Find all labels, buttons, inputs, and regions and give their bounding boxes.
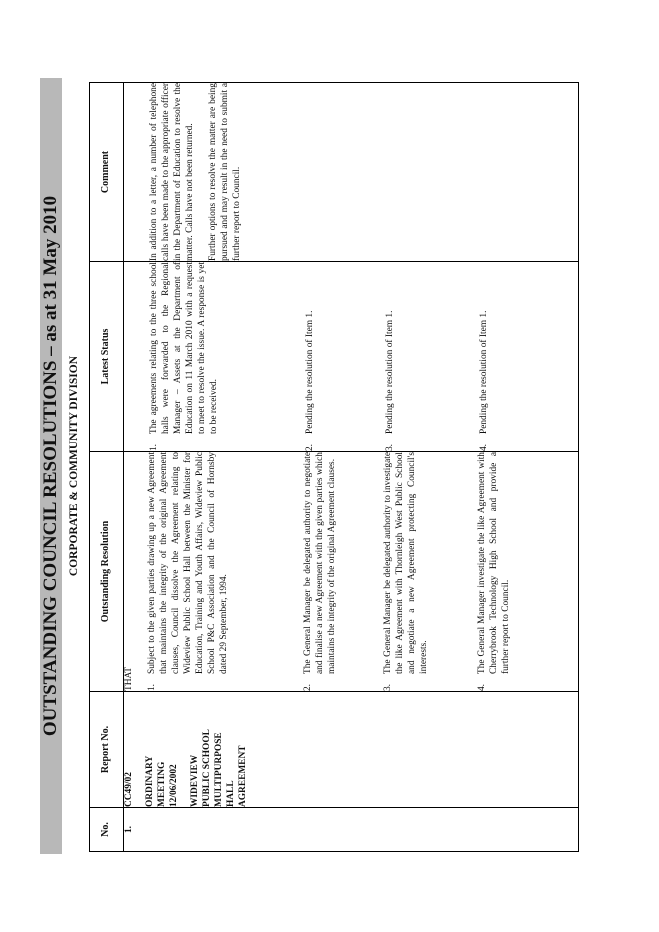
subject-line: PUBLIC SCHOOL [201,729,212,807]
column-header-report-no: Report No. [90,692,124,808]
resolution-item [303,452,383,691]
status-item-number: 3. [385,443,395,451]
latest-status-cell [124,262,579,452]
report-number-cell [124,692,579,808]
comment-paragraph: In addition to a letter, a number of telephone calls have been made to the appropriate officer in the Department of Education to resolve the matter. Calls have not been returned. [149,83,195,261]
resolution-intro: THAT [124,667,134,691]
status-item-text: Pending the resolution of Item 1. [385,310,395,434]
meeting-line: MEETING [156,761,167,807]
resolution-item-number: 4. [476,683,487,691]
status-item [305,262,385,451]
table-header-row [90,83,124,852]
resolution-item-number: 2. [302,683,313,691]
status-item-text: Pending the resolution of Item 1. [305,310,315,434]
resolution-item-number: 3. [382,683,393,691]
column-header-outstanding-resolution: Outstanding Resolution [90,452,124,692]
resolution-item-number: 1. [146,683,157,691]
status-item [149,262,305,451]
resolution-item-text: The General Manager investigate the like Agreement with Cherrybrook Technology High School and provide a further report to Council. [476,452,511,674]
column-header-comment: Comment [90,83,124,262]
status-item-text: The agreements relating to the three school halls were forwarded to the Regional Manager – Assets at the Department of Education on 11 March 2010 with a request to meet to resolve the issue. A response is yet to be received. [149,262,219,434]
status-item-number: 1. [149,443,159,451]
division-subtitle: CORPORATE & COMMUNITY DIVISION [68,355,80,577]
subject-line: MULTIPURPOSE [213,732,224,807]
status-item-number: 4. [479,443,489,451]
column-header-no: No. [90,808,124,852]
subject-line: HALL [225,780,236,807]
report-code: CC49/02 [124,772,134,807]
page-title: OUTSTANDING COUNCIL RESOLUTIONS – as at 31 May 2010 [40,195,61,737]
resolution-item-text: The General Manager be delegated authority to investigate the like Agreement with Thornleigh West Public School and negotiate a new Agreement protecting Council's interests. [382,452,429,674]
status-item-number: 2. [305,443,315,451]
resolution-item [477,452,513,691]
meeting-date: 12/06/2002 [168,764,179,807]
status-item [385,262,479,451]
table-row [124,83,579,852]
subject-line: WIDEVIEW [189,754,200,807]
comment-cell [124,83,579,262]
row-number: 1. [124,808,579,852]
outstanding-resolution-cell [124,452,579,692]
column-header-latest-status: Latest Status [90,262,124,452]
status-item-text: Pending the resolution of Item 1. [479,310,489,434]
subject-line: AGREEMENT [237,745,248,807]
resolutions-table [89,82,579,852]
resolution-item-text: The General Manager be delegated authority to negotiate and finalise a new Agreement with the given parties which maintains the integrity of the original Agreement clauses. [302,452,337,674]
resolution-item [147,452,303,691]
comment-paragraph: Further options to resolve the matter are being pursued and may result in the need to submit a further report to Council. [207,83,242,261]
meeting-line: ORDINARY [144,755,155,807]
status-item [479,262,491,451]
resolution-item [383,452,477,691]
resolution-item-text: Subject to the given parties drawing up a new Agreement that maintains the integrity of the original Agreement clauses, Council dissolve the Agreement relating to Wideview Public School Hall between the Minister for Education, Training and Youth Affairs, Wideview Public School P&C Association and the Council of Hornsby dated 29 September, 1994. [146,452,229,674]
